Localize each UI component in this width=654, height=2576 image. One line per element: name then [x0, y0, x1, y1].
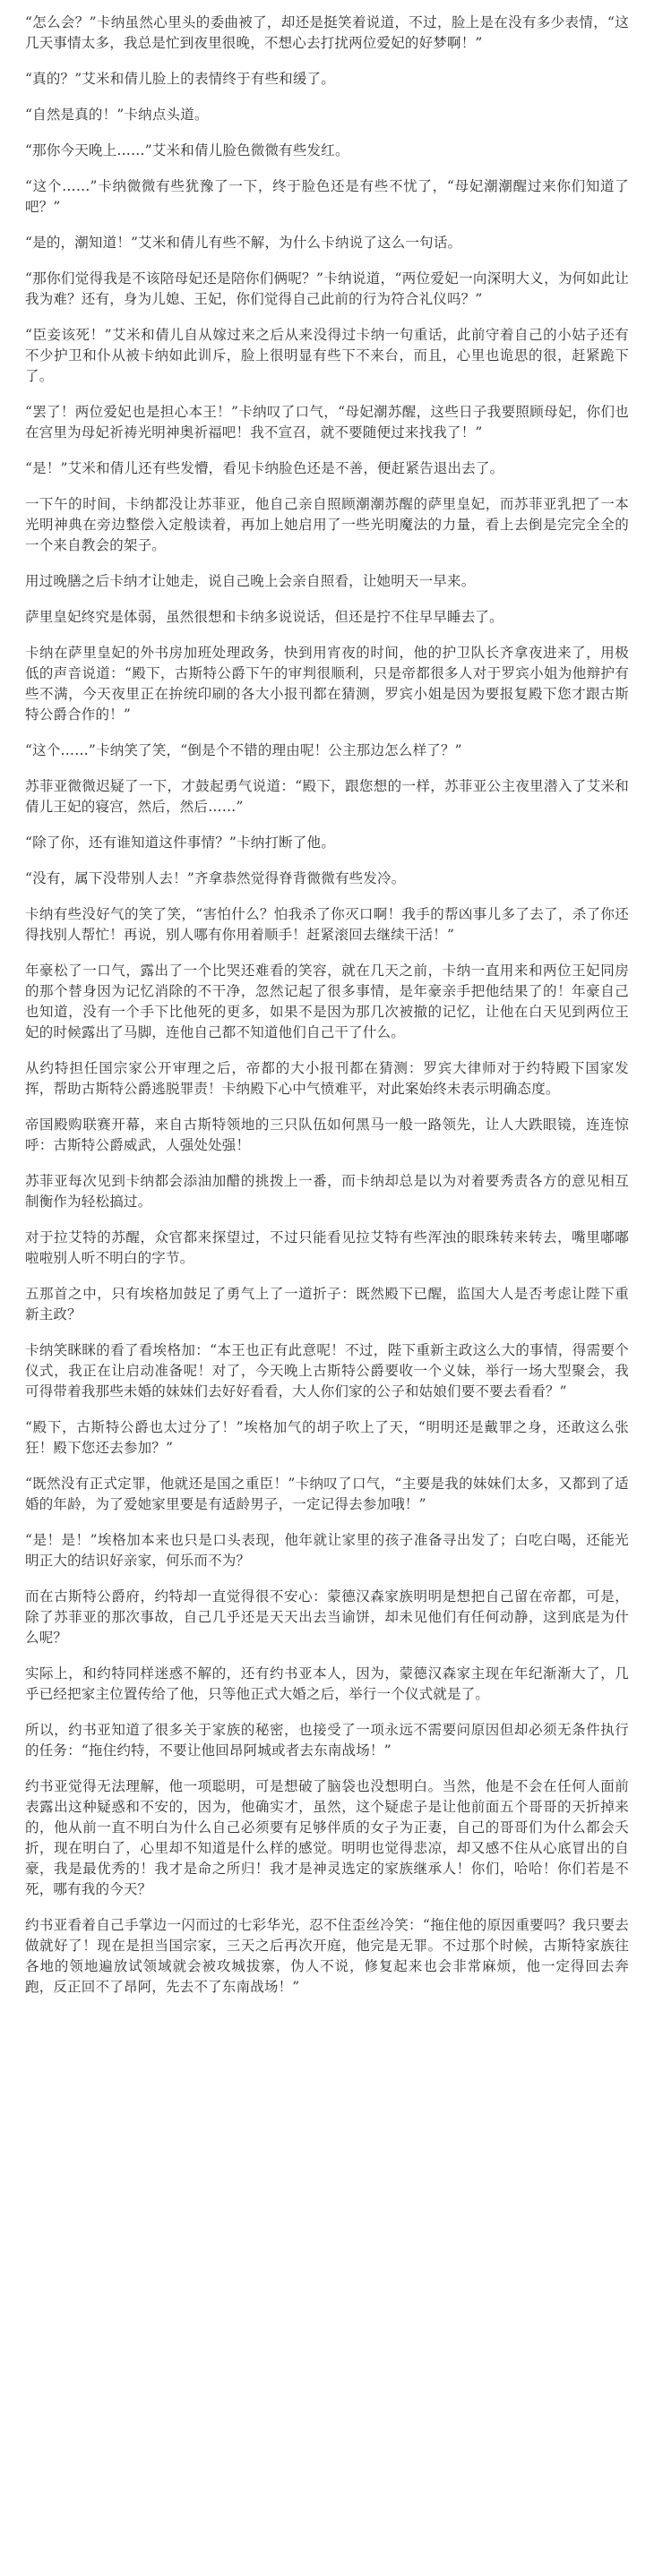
- paragraph: 实际上，和约特同样迷惑不解的，还有约书亚本人，因为，蒙德汉森家主现在年纪渐渐大了，几乎已经把家主位置传给了他，只等他正式大婚之后，举行一个仪式就是了。: [25, 1665, 629, 1702]
- paragraph: 五那首之中，只有埃格加鼓足了勇气上了一道折子：既然殿下已醒，监国大人是否考虑让陛下重新主政？: [25, 1286, 629, 1322]
- paragraph: 萨里皇妃终究是体弱，虽然很想和卡纳多说说话，但还是拧不住早早睡去了。: [25, 609, 503, 625]
- paragraph: “自然是真的！”卡纳点头道。: [25, 107, 209, 123]
- paragraph: 对于拉艾特的苏醒，众官都来探望过，不过只能看见拉艾特有些浑浊的眼珠转来转去，嘴里嘟嘟啦啦别人听不明白的字节。: [25, 1229, 629, 1266]
- paragraph: 卡纳在萨里皇妃的外书房加班处理政务，快到用宵夜的时间，他的护卫队长齐拿夜进来了，用极低的声音说道：“殿下，古斯特公爵下午的审判很顺利，只是帝都很多人对于罗宾小姐为他辩护有些不满，今天夜里正在拚统印刷的各大小报刊都在猜测，罗宾小姐是因为要报复殿下您才跟古斯特公爵合作的！”: [25, 645, 629, 723]
- paragraph: “是的，潮知道！”艾米和倩儿有些不解，为什么卡纳说了这么一句话。: [25, 235, 462, 251]
- paragraph: 年豪松了一口气，露出了一个比哭还难看的笑容，就在几天之前，卡纳一直用来和两位王妃同房的那个替身因为记忆消除的不干净，忽然记起了很多事情，是年豪亲手把他结果了的！年豪自己也知道，没有一个手下比他死的更多，如果不是因为那几次被撤的记忆，让他在白天见到两位王妃的时候露出了马脚，连他自己都不知道他们自己干了什么。: [25, 963, 629, 1040]
- paragraph: “怎么会？”卡纳虽然心里头的委曲被了，却还是挺笑着说道，不过，脸上是在没有多少表情，“这几天事情太多，我总是忙到夜里很晚，不想心去打扰两位爱妃的好梦啊！”: [25, 14, 629, 51]
- paragraph: “真的？”艾米和倩儿脸上的表情终于有些和缓了。: [25, 71, 335, 87]
- paragraph: “这个……”卡纳笑了笑，“倒是个不错的理由呢！公主那边怎么样了？”: [25, 742, 462, 758]
- paragraph: “除了你，还有谁知道这件事情？”卡纳打断了他。: [25, 834, 335, 851]
- paragraph: 用过晚膳之后卡纳才让她走，说自己晚上会亲自照看，让她明天一早来。: [25, 573, 476, 589]
- paragraph: “臣妾该死！”艾米和倩儿自从嫁过来之后从来没得过卡纳一句重话，此前守着自己的小姑子还有不少护卫和仆从被卡纳如此训斥，脸上很明显有些下不来台，而且，心里也诡思的很，赶紧跪下了。: [25, 327, 629, 384]
- paragraph: “那你们觉得我是不该陪母妃还是陪你们俩呢？”卡纳说道，“两位爱妃一向深明大义，为何如此让我为难？还有，身为儿媳、王妃，你们觉得自己此前的行为符合礼仪吗？”: [25, 270, 629, 307]
- paragraph: 约书亚看着自己手掌边一闪而过的七彩华光，忍不住歪丝冷笑：“拖住他的原因重要吗？我只要去做就好了！现在是担当国宗家，三天之后再次开庭，他完是无罪。不过那个时候，古斯特家族往各地的领地遍放试领域就会被攻城拔寨，伪人不说，修复起来也会非常麻烦，他一定得回去奔跑，反正回不了昂阿，先去不了东南战场！”: [25, 1917, 629, 1995]
- paragraph: 苏菲亚每次见到卡纳都会添油加醋的挑拨上一番，而卡纳却总是以为对着要秀责各方的意见相互制衡作为轻松搞过。: [25, 1173, 629, 1210]
- paragraph: 卡纳有些没好气的笑了笑，“害怕什么？怕我杀了你灭口啊！我手的帮凶事儿多了去了，杀了你还得找别人帮忙！再说，别人哪有你用着顺手！赶紧滚回去继续干活！”: [25, 906, 629, 943]
- paragraph: 苏菲亚微微迟疑了一下，才鼓起勇气说道：“殿下，跟您想的一样，苏菲亚公主夜里潜入了艾米和倩儿王妃的寝宫，然后，然后……”: [25, 778, 629, 815]
- paragraph: 所以，约书亚知道了很多关于家族的秘密，也接受了一项永远不需要问原因但却必须无条件执行的任务：“拖住约特，不要让他回昂阿城或者去东南战场！”: [25, 1722, 629, 1759]
- paragraph: 从约特担任国宗家公开审理之后，帝都的大小报刊都在猜测：罗宾大律师对于约特殿下国家发挥，帮助古斯特公爵逃脱罪责！卡纳殿下心中气愤难平，对此案始终未表示明确态度。: [25, 1060, 629, 1097]
- paragraph: “殿下，古斯特公爵也太过分了！”埃格加气的胡子吹上了天，“明明还是戴罪之身，还敢这么张狂！殿下您还去参加？”: [25, 1419, 629, 1456]
- paragraph: 帝国殿购联赛开幕，来自古斯特领地的三只队伍如何黑马一般一路领先，让人大跌眼镜，连连惊呼：古斯特公爵威武，人强处处强！: [25, 1117, 629, 1153]
- paragraph: “是！”艾米和倩儿还有些发懵，看见卡纳脸色还是不善，便赶紧告退出去了。: [25, 460, 504, 476]
- paragraph: 卡纳笑眯眯的看了看埃格加：“本王也正有此意呢！不过，陛下重新主政这么大的事情，得需要个仪式，我正在让启动准备呢！对了，今天晚上古斯特公爵要收一个义妹，举行一场大型聚会，我可得带着我那些未婚的妹妹们去好好看看，大人你们家的公子和姑娘们要不要去看看？”: [25, 1342, 629, 1399]
- paragraph: 一下午的时间，卡纳都没让苏菲亚，他自己亲自照顾潮潮苏醒的萨里皇妃，而苏菲亚乳把了一本光明神典在旁边整偿入定般读着，再加上她启用了一些光明魔法的力量，看上去倒是完完全全的一个来自教会的架子。: [25, 496, 629, 553]
- paragraph: “既然没有正式定罪，他就还是国之重臣！”卡纳叹了口气，“主要是我的妹妹们太多，又都到了适婚的年龄，为了爱她家里要是有适龄男子，一定记得去参加哦！”: [25, 1476, 629, 1512]
- paragraph: 约书亚觉得无法理解，他一项聪明，可是想破了脑袋也没想明白。当然，他是不会在任何人面前表露出这种疑惑和不安的，因为，他确实才，虽然，这个疑虑子是让他前面五个哥哥的天折掉来的，他从前一直不明白为什么自己必须要有足够伴质的女子为正妻，自己的哥哥们为什么都会夭折，现在明白了，心里却不知道是什么样的感觉。明明也觉得悲凉，却又感不住从心底冒出的自豪，我是最优秀的！我才是命之所归！我才是神灵选定的家族继承人！你们，哈哈！你们若是不死，哪有我的今天？: [25, 1778, 629, 1897]
- paragraph: “没有，属下没带别人去！”齐拿恭然觉得脊背微微有些发冷。: [25, 870, 406, 886]
- paragraph: “罢了！两位爱妃也是担心本王！”卡纳叹了口气，“母妃潮苏醒，这些日子我要照顾母妃，你们也在宫里为母妃祈祷光明神奥祈福吧！我不宣召，就不要随便过来找我了！”: [25, 404, 629, 441]
- paragraph: “是！是！”埃格加本来也只是口头表现，他年就让家里的孩子准备寻出发了；白吃白喝，还能光明正大的结识好亲家，何乐而不为？: [25, 1532, 629, 1569]
- paragraph: 而在古斯特公爵府，约特却一直觉得很不安心：蒙德汉森家族明明是想把自己留在帝都，可是，除了苏菲亚的那次事故，自己几乎还是天天出去当谕饼，却未见他们有任何动静，这到底是为什么呢？: [25, 1588, 629, 1646]
- paragraph: “那你今天晚上……”艾米和倩儿脸色微微有些发红。: [25, 142, 349, 158]
- paragraph: “这个……”卡纳微微有些犹豫了一下，终于脸色还是有些不忧了，“母妃潮潮醒过来你们知道了吧？”: [25, 178, 629, 215]
